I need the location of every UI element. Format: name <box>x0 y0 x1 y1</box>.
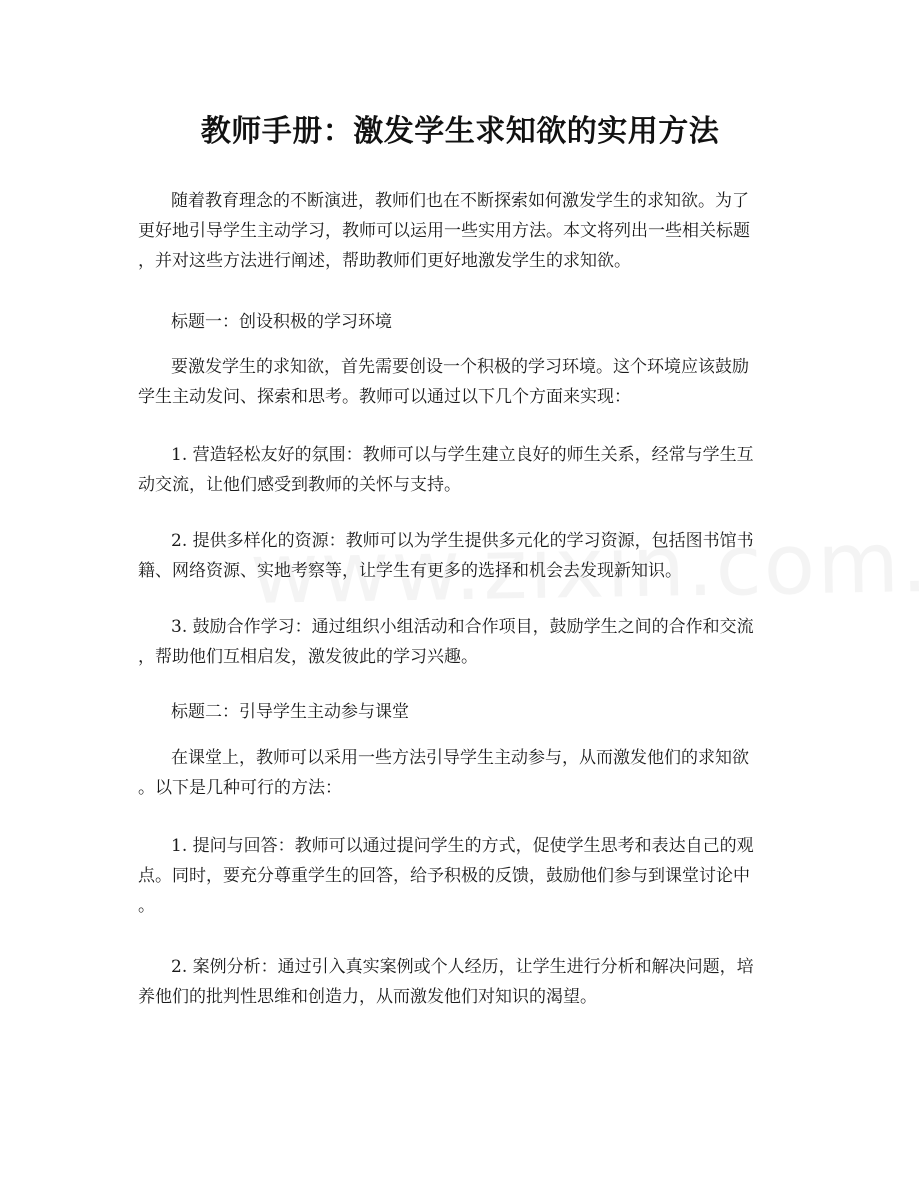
text-line: 在课堂上，教师可以采用一些方法引导学生主动参与，从而激发他们的求知欲 <box>171 748 749 768</box>
text-line: 随着教育理念的不断演进，教师们也在不断探索如何激发学生的求知欲。为了 <box>171 191 749 211</box>
text-line: 养他们的批判性思维和创造力，从而激发他们对知识的渴望。 <box>138 987 597 1007</box>
text-line: ，帮助他们互相启发，激发彼此的学习兴趣。 <box>138 647 478 667</box>
document-title: 教师手册：激发学生求知欲的实用方法 <box>200 114 720 149</box>
text-line: 3. 鼓励合作学习：通过组织小组活动和合作项目，鼓励学生之间的合作和交流 <box>171 617 754 637</box>
text-line: 更好地引导学生主动学习，教师可以运用一些实用方法。本文将列出一些相关标题 <box>138 221 750 241</box>
text-line: 2. 提供多样化的资源：教师可以为学生提供多元化的学习资源，包括图书馆书 <box>171 531 754 551</box>
text-line: ，并对这些方法进行阐述，帮助教师们更好地激发学生的求知欲。 <box>138 251 631 271</box>
text-line: 点。同时，要充分尊重学生的回答，给予积极的反馈，鼓励他们参与到课堂讨论中 <box>138 866 750 886</box>
section-heading-2 <box>138 697 788 727</box>
list-item-1-1 <box>138 440 788 500</box>
paragraph-section-2-intro <box>138 743 788 803</box>
text-line: 。以下是几种可行的方法： <box>138 778 342 798</box>
list-item-1-3 <box>138 612 788 672</box>
section-heading-1 <box>138 307 788 337</box>
paragraph-section-1-intro <box>138 352 788 412</box>
text-line: 动交流，让他们感受到教师的关怀与支持。 <box>138 475 461 495</box>
list-item-2-2 <box>138 952 788 1012</box>
list-item-2-1 <box>138 831 788 921</box>
paragraph-intro <box>138 186 788 276</box>
list-item-1-2 <box>138 526 788 586</box>
text-line: 学生主动发问、探索和思考。教师可以通过以下几个方面来实现： <box>138 387 631 407</box>
text-line: 籍、网络资源、实地考察等，让学生有更多的选择和机会去发现新知识。 <box>138 561 682 581</box>
text-line: 标题二：引导学生主动参与课堂 <box>171 702 409 722</box>
text-line: 标题一：创设积极的学习环境 <box>171 312 392 332</box>
text-line: 。 <box>138 896 155 916</box>
text-line: 2. 案例分析：通过引入真实案例或个人经历，让学生进行分析和解决问题，培 <box>171 957 754 977</box>
text-line: 1. 提问与回答：教师可以通过提问学生的方式，促使学生思考和表达自己的观 <box>171 836 754 856</box>
text-line: 1. 营造轻松友好的氛围：教师可以与学生建立良好的师生关系，经常与学生互 <box>171 445 754 465</box>
text-line: 要激发学生的求知欲，首先需要创设一个积极的学习环境。这个环境应该鼓励 <box>171 357 749 377</box>
